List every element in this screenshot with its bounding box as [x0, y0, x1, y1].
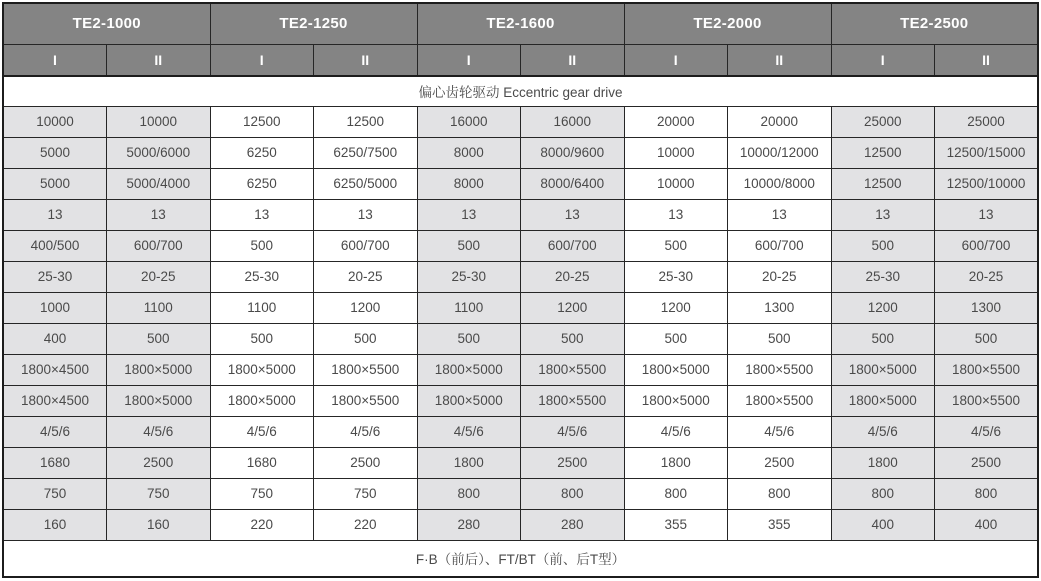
- spec-cell: 8000/6400: [521, 168, 625, 199]
- subcolumn-header-row: [3, 44, 1038, 76]
- spec-table-body: [3, 76, 1038, 577]
- spec-cell: 13: [521, 199, 625, 230]
- subcolumn-header-cell: I: [210, 44, 314, 76]
- spec-cell: 13: [624, 199, 728, 230]
- spec-cell: 6250/7500: [314, 137, 418, 168]
- spec-cell: 5000/4000: [107, 168, 211, 199]
- spec-cell: 20-25: [728, 261, 832, 292]
- table-row: [3, 323, 1038, 354]
- spec-cell: 280: [521, 509, 625, 540]
- spec-cell: 12500: [831, 168, 935, 199]
- drive-type-row: [3, 76, 1038, 106]
- spec-cell: 220: [210, 509, 314, 540]
- spec-cell: 400: [935, 509, 1039, 540]
- spec-cell: 20000: [624, 106, 728, 137]
- spec-cell: 1100: [417, 292, 521, 323]
- spec-cell: 13: [728, 199, 832, 230]
- spec-cell: 355: [624, 509, 728, 540]
- table-row: [3, 509, 1038, 540]
- spec-cell: 1200: [624, 292, 728, 323]
- spec-cell: 13: [935, 199, 1039, 230]
- spec-cell: 10000/12000: [728, 137, 832, 168]
- spec-cell: 500: [831, 323, 935, 354]
- spec-cell: 355: [728, 509, 832, 540]
- spec-cell: 4/5/6: [521, 416, 625, 447]
- spec-cell: 16000: [417, 106, 521, 137]
- spec-cell: 500: [831, 230, 935, 261]
- spec-cell: 500: [624, 230, 728, 261]
- table-row: [3, 416, 1038, 447]
- spec-cell: 2500: [521, 447, 625, 478]
- subcolumn-header-cell: I: [831, 44, 935, 76]
- spec-cell: 160: [107, 509, 211, 540]
- drive-type-label: 偏心齿轮驱动 Eccentric gear drive: [3, 76, 1038, 106]
- spec-cell: 5000: [3, 168, 107, 199]
- spec-cell: 800: [521, 478, 625, 509]
- spec-cell: 500: [314, 323, 418, 354]
- spec-cell: 25-30: [417, 261, 521, 292]
- spec-cell: 1800×5500: [314, 354, 418, 385]
- table-row: [3, 168, 1038, 199]
- spec-cell: 4/5/6: [935, 416, 1039, 447]
- spec-cell: 1000: [3, 292, 107, 323]
- spec-cell: 1200: [314, 292, 418, 323]
- spec-cell: 20-25: [935, 261, 1039, 292]
- subcolumn-header-cell: II: [107, 44, 211, 76]
- spec-cell: 25-30: [831, 261, 935, 292]
- spec-cell: 10000: [107, 106, 211, 137]
- model-header-row: [3, 3, 1038, 44]
- subcolumn-header-cell: I: [3, 44, 107, 76]
- spec-cell: 1800: [417, 447, 521, 478]
- spec-cell: 4/5/6: [831, 416, 935, 447]
- spec-cell: 800: [728, 478, 832, 509]
- spec-cell: 13: [417, 199, 521, 230]
- spec-cell: 500: [210, 230, 314, 261]
- spec-cell: 20000: [728, 106, 832, 137]
- subcolumn-header-cell: II: [521, 44, 625, 76]
- spec-cell: 1800×5500: [314, 385, 418, 416]
- spec-cell: 1800×5000: [831, 385, 935, 416]
- spec-cell: 4/5/6: [728, 416, 832, 447]
- spec-cell: 10000: [624, 137, 728, 168]
- table-row: [3, 447, 1038, 478]
- spec-cell: 25-30: [624, 261, 728, 292]
- spec-cell: 1800×5000: [417, 354, 521, 385]
- spec-cell: 500: [210, 323, 314, 354]
- spec-cell: 2500: [107, 447, 211, 478]
- spec-cell: 13: [3, 199, 107, 230]
- spec-cell: 1800×5000: [210, 385, 314, 416]
- spec-cell: 1200: [831, 292, 935, 323]
- spec-cell: 1800×5500: [521, 354, 625, 385]
- spec-cell: 1800×5500: [935, 354, 1039, 385]
- spec-cell: 20-25: [314, 261, 418, 292]
- spec-cell: 800: [624, 478, 728, 509]
- spec-cell: 600/700: [521, 230, 625, 261]
- spec-cell: 1680: [210, 447, 314, 478]
- spec-cell: 25000: [935, 106, 1039, 137]
- table-row: [3, 292, 1038, 323]
- spec-cell: 1800×5500: [728, 354, 832, 385]
- spec-cell: 800: [831, 478, 935, 509]
- spec-cell: 750: [3, 478, 107, 509]
- spec-cell: 4/5/6: [314, 416, 418, 447]
- spec-cell: 600/700: [314, 230, 418, 261]
- table-row: [3, 354, 1038, 385]
- spec-cell: 1800×5500: [935, 385, 1039, 416]
- spec-cell: 750: [210, 478, 314, 509]
- spec-cell: 10000: [3, 106, 107, 137]
- spec-cell: 500: [935, 323, 1039, 354]
- subcolumn-header-cell: II: [314, 44, 418, 76]
- spec-cell: 8000: [417, 168, 521, 199]
- spec-table: [2, 2, 1039, 578]
- spec-cell: 600/700: [107, 230, 211, 261]
- spec-cell: 1800×5500: [521, 385, 625, 416]
- model-header-cell: TE2-2000: [624, 3, 831, 44]
- spec-cell: 500: [417, 230, 521, 261]
- spec-cell: 4/5/6: [417, 416, 521, 447]
- footer-label: F·B（前后）、FT/BT（前、后T型）: [3, 540, 1038, 577]
- model-header-cell: TE2-1250: [210, 3, 417, 44]
- spec-cell: 1800: [624, 447, 728, 478]
- spec-cell: 1680: [3, 447, 107, 478]
- spec-cell: 1300: [728, 292, 832, 323]
- spec-cell: 12500/15000: [935, 137, 1039, 168]
- spec-cell: 6250: [210, 137, 314, 168]
- spec-cell: 16000: [521, 106, 625, 137]
- footer-row: [3, 540, 1038, 577]
- spec-cell: 500: [417, 323, 521, 354]
- spec-cell: 2500: [728, 447, 832, 478]
- spec-cell: 20-25: [107, 261, 211, 292]
- model-header-cell: TE2-2500: [831, 3, 1038, 44]
- spec-cell: 1800: [831, 447, 935, 478]
- subcolumn-header-cell: I: [417, 44, 521, 76]
- spec-cell: 25-30: [3, 261, 107, 292]
- spec-cell: 13: [210, 199, 314, 230]
- spec-cell: 4/5/6: [3, 416, 107, 447]
- table-row: [3, 199, 1038, 230]
- table-row: [3, 106, 1038, 137]
- spec-cell: 6250/5000: [314, 168, 418, 199]
- spec-cell: 1800×5000: [831, 354, 935, 385]
- spec-cell: 1800×5000: [107, 385, 211, 416]
- spec-cell: 280: [417, 509, 521, 540]
- table-row: [3, 230, 1038, 261]
- spec-cell: 500: [624, 323, 728, 354]
- spec-cell: 8000/9600: [521, 137, 625, 168]
- spec-cell: 220: [314, 509, 418, 540]
- spec-cell: 600/700: [728, 230, 832, 261]
- spec-cell: 2500: [314, 447, 418, 478]
- spec-cell: 4/5/6: [107, 416, 211, 447]
- subcolumn-header-cell: II: [728, 44, 832, 76]
- table-row: [3, 137, 1038, 168]
- spec-cell: 750: [314, 478, 418, 509]
- model-header-cell: TE2-1000: [3, 3, 210, 44]
- spec-cell: 800: [417, 478, 521, 509]
- spec-cell: 160: [3, 509, 107, 540]
- spec-cell: 6250: [210, 168, 314, 199]
- table-row: [3, 261, 1038, 292]
- spec-cell: 500: [728, 323, 832, 354]
- spec-table-header: [3, 3, 1038, 76]
- spec-cell: 12500: [210, 106, 314, 137]
- spec-cell: 4/5/6: [624, 416, 728, 447]
- subcolumn-header-cell: I: [624, 44, 728, 76]
- spec-cell: 25-30: [210, 261, 314, 292]
- spec-cell: 13: [831, 199, 935, 230]
- spec-cell: 1800×5000: [624, 354, 728, 385]
- spec-cell: 400/500: [3, 230, 107, 261]
- spec-cell: 500: [521, 323, 625, 354]
- spec-cell: 1800×5000: [210, 354, 314, 385]
- spec-cell: 400: [3, 323, 107, 354]
- spec-cell: 10000/8000: [728, 168, 832, 199]
- spec-cell: 1100: [210, 292, 314, 323]
- spec-cell: 750: [107, 478, 211, 509]
- table-row: [3, 385, 1038, 416]
- spec-cell: 1300: [935, 292, 1039, 323]
- spec-cell: 5000/6000: [107, 137, 211, 168]
- spec-cell: 1800×5500: [728, 385, 832, 416]
- spec-cell: 1800×4500: [3, 385, 107, 416]
- spec-cell: 1100: [107, 292, 211, 323]
- spec-cell: 1800×5000: [107, 354, 211, 385]
- spec-cell: 25000: [831, 106, 935, 137]
- subcolumn-header-cell: II: [935, 44, 1039, 76]
- spec-cell: 1800×5000: [624, 385, 728, 416]
- spec-cell: 600/700: [935, 230, 1039, 261]
- spec-cell: 13: [314, 199, 418, 230]
- spec-cell: 400: [831, 509, 935, 540]
- spec-cell: 10000: [624, 168, 728, 199]
- spec-cell: 5000: [3, 137, 107, 168]
- spec-cell: 12500/10000: [935, 168, 1039, 199]
- spec-cell: 800: [935, 478, 1039, 509]
- model-header-cell: TE2-1600: [417, 3, 624, 44]
- spec-cell: 1200: [521, 292, 625, 323]
- spec-cell: 20-25: [521, 261, 625, 292]
- spec-cell: 12500: [831, 137, 935, 168]
- spec-cell: 8000: [417, 137, 521, 168]
- table-row: [3, 478, 1038, 509]
- spec-cell: 1800×5000: [417, 385, 521, 416]
- spec-cell: 1800×4500: [3, 354, 107, 385]
- spec-cell: 4/5/6: [210, 416, 314, 447]
- spec-cell: 13: [107, 199, 211, 230]
- spec-cell: 2500: [935, 447, 1039, 478]
- spec-cell: 500: [107, 323, 211, 354]
- spec-cell: 12500: [314, 106, 418, 137]
